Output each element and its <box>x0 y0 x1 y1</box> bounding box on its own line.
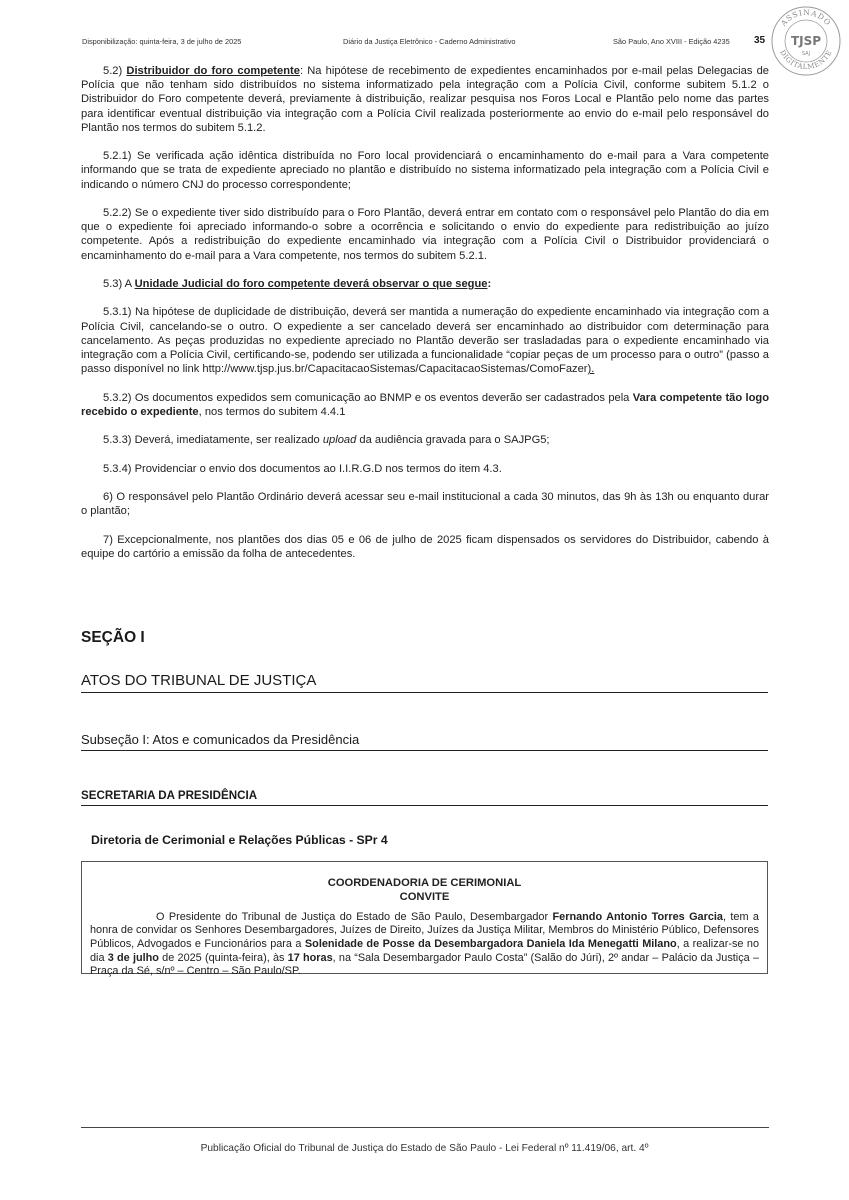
diretoria-heading: Diretoria de Cerimonial e Relações Públicas - SPr 4 <box>91 833 388 847</box>
capacitacao-link[interactable]: http://www.tjsp.jus.br/CapacitacaoSistemas/CapacitacaoSistemas/ComoFazer <box>202 363 588 376</box>
section-atos-heading: ATOS DO TRIBUNAL DE JUSTIÇA <box>81 672 768 693</box>
svg-text:ASSINADO: ASSINADO <box>778 7 834 28</box>
paragraph-5-3-3: 5.3.3) Deverá, imediatamente, ser realizado upload da audiência gravada para o SAJPG5; <box>103 434 550 447</box>
paragraph-5-3-1: 5.3.1) Na hipótese de duplicidade de distribuição, deverá ser mantida a numeração do expediente encaminhado via integração com a Polícia Civil, cancelando-se o outro. O expediente a ser cancelado deverá ser encaminhado ao distribuidor com determinação para cancelamento. As peças produzidas no expediente apreciado no Plantão deverão ser trasladadas para o expediente encaminhado via integração com a Polícia Civil, certificando-se, podendo ser utilizada a funcionalidade “copiar peças de um processo para o outro” (passo a passo disponível no link http://www.tjsp.jus.br/CapacitacaoSistemas/CapacitacaoSistemas/ComoFazer). <box>81 306 769 376</box>
paragraph-6: 6) O responsável pelo Plantão Ordinário deverá acessar seu e-mail institucional a cada 30 minutos, das 9h às 13h ou enquanto durar o plantão; <box>81 490 769 518</box>
svg-text:DIGITALMENTE: DIGITALMENTE <box>778 48 834 72</box>
svg-text:TJSP: TJSP <box>790 34 822 48</box>
header-journal: Diário da Justiça Eletrônico - Caderno Administrativo <box>343 37 516 46</box>
paragraph-5-2: 5.2) Distribuidor do foro competente: Na hipótese de recebimento de expedientes encaminhados por e-mail pelas Delegacias de Polícia que não tenham sido distribuídos no sistema informatizado pela integração com a Polícia Civil, conforme subitem 5.1.2 o Distribuidor do Foro competente deverá, previamente à distribuição, realizar pesquisa nos Foros Local e Plantão pelo nome das partes para identificar eventual distribuição via integração com a Polícia Civil realizada posteriormente ao envio do e-mail pelo responsável do Plantão nos termos do subitem 5.1.2. <box>81 65 770 134</box>
page-number: 35 <box>754 35 766 46</box>
paragraph-5-3-4: 5.3.4) Providenciar o envio dos documentos ao I.I.R.G.D nos termos do item 4.3. <box>103 462 502 475</box>
secretaria-heading: SECRETARIA DA PRESIDÊNCIA <box>81 789 768 806</box>
paragraph-5-3-2: 5.3.2) Os documentos expedidos sem comunicação ao BNMP e os eventos deverão ser cadastrados pela Vara competente tão logo recebido o expediente, nos termos do subitem 4.4.1 <box>81 391 770 418</box>
paragraph-5-2-2: 5.2.2) Se o expediente tiver sido distribuído para o Foro Plantão, deverá entrar em contato com o responsável pelo Plantão do dia em que o expediente foi apreciado informando-o sobre a ocorrência e solicitando o envio do expediente para redistribuição ao juízo competente. Após a redistribuição do expediente encaminhado via integração com a Polícia Civil o Distribuidor providenciará o encaminhamento do e-mail para a Vara competente, nos termos do subitem 5.2.1. <box>81 207 769 262</box>
convite-text: O Presidente do Tribunal de Justiça do Estado de São Paulo, Desembargador Fernando Antonio Torres Garcia, tem a honra de convidar os Senhores Desembargadores, Juízes de Direito, Juízes da Justiça Militar, Membros do Ministério Público, Defensores Públicos, Advogados e Funcionários para a Solenidade de Posse da Desembargadora Daniela Ida Menegatti Milano, a realizar-se no dia 3 de julho de 2025 (quinta-feira), às 17 horas, na “Sala Desembargador Paulo Costa” (Salão do Júri), 2º andar – Palácio da Justiça – Praça da Sé, s/nº – Centro – São Paulo/SP. <box>90 910 760 978</box>
footer-publication: Publicação Oficial do Tribunal de Justiça do Estado de São Paulo - Lei Federal nº 11.419/06, art. 4º <box>200 1143 649 1154</box>
subsection-heading: Subseção I: Atos e comunicados da Presidência <box>81 732 768 751</box>
paragraph-5-3: 5.3) A Unidade Judicial do foro competente deverá observar o que segue: <box>103 278 492 290</box>
document-body <box>81 64 769 561</box>
convite-box <box>81 861 768 978</box>
header-edition: São Paulo, Ano XVIII - Edição 4235 <box>613 37 730 46</box>
svg-text:SAJ: SAJ <box>801 51 811 57</box>
paragraph-5-2-1: 5.2.1) Se verificada ação idêntica distribuída no Foro local providenciará o encaminhamento do e-mail para a Vara competente informando que se trata de expediente apreciado no plantão e distribuído no sistema informatizado pela integração com a Polícia Civil e indicando o número CNJ do processo correspondente; <box>81 150 769 191</box>
footer-divider <box>81 1127 769 1128</box>
convite-coordenadoria-title: COORDENADORIA DE CERIMONIAL <box>327 877 522 889</box>
digital-signature-seal-icon <box>770 5 842 77</box>
section-title: SEÇÃO I <box>81 629 145 646</box>
paragraph-7: 7) Excepcionalmente, nos plantões dos dias 05 e 06 de julho de 2025 ficam dispensados os servidores do Distribuidor, cabendo à equipe do cartório a emissão da folha de antecedentes. <box>81 533 769 560</box>
convite-title: CONVITE <box>399 890 450 903</box>
header-date: Disponibilização: quinta-feira, 3 de julho de 2025 <box>82 37 242 46</box>
